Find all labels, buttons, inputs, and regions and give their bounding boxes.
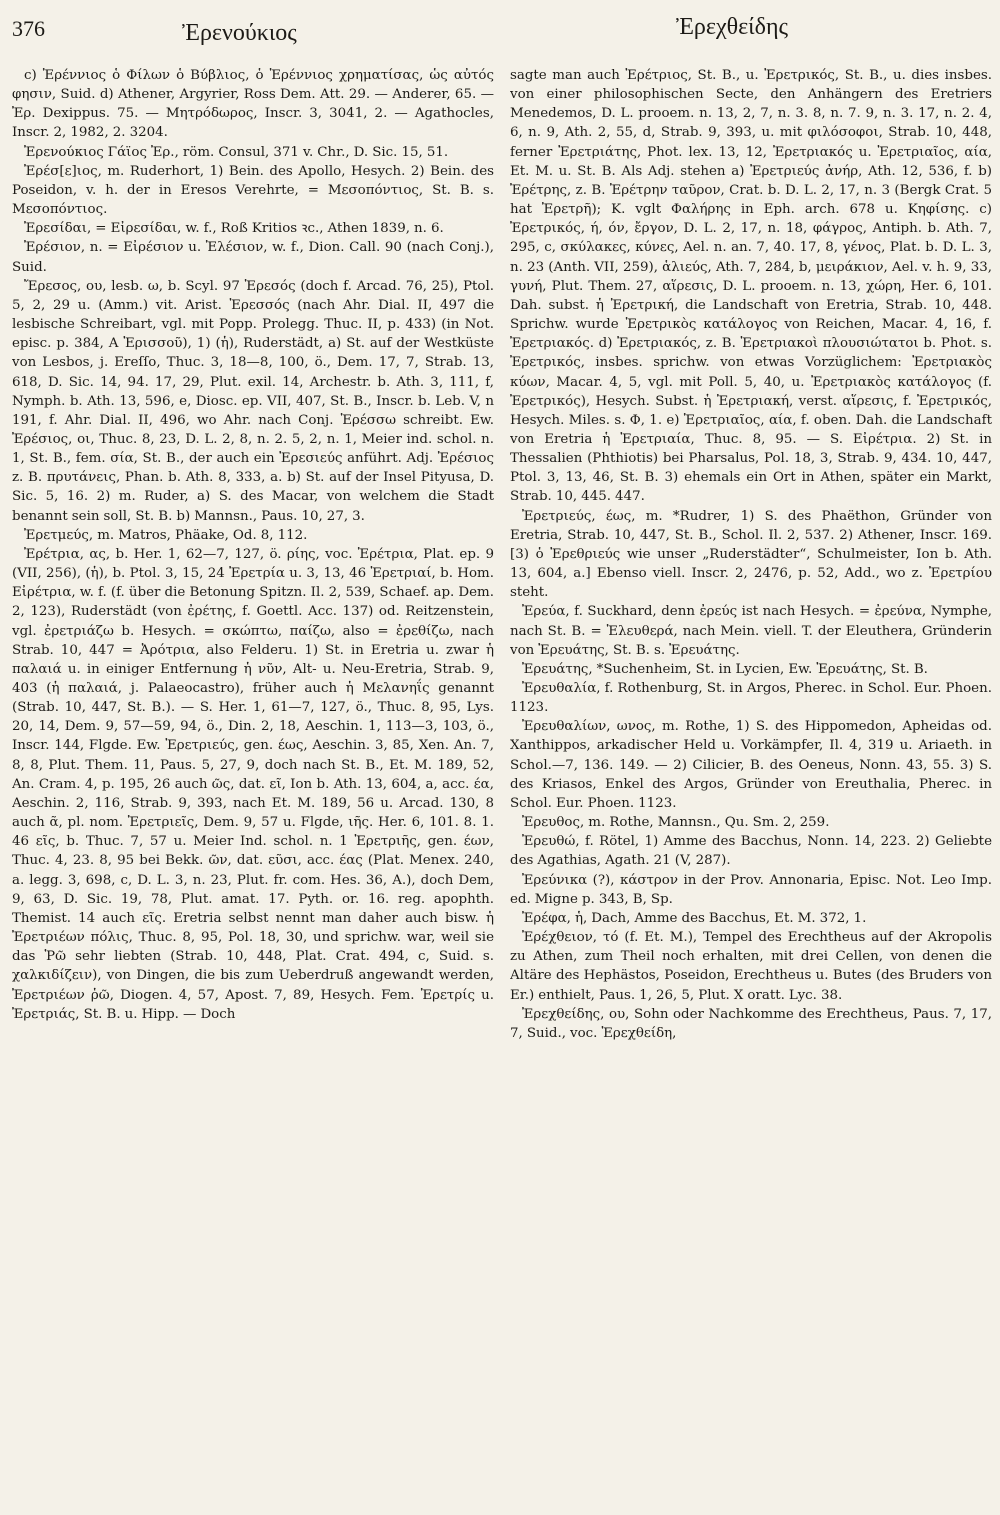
entry <box>510 909 992 928</box>
entry <box>12 526 494 545</box>
entry <box>510 679 992 717</box>
entry <box>12 219 494 238</box>
entry-text: Ἐρέτρια, ας, b. Her. 1, 62—7, 127, ö. ρίης, voc. Ἐρέτρια, Plat. ep. 9 (VII, 256), (ἡ), b. Ptol. 3, 15, 24 Ἐρετρία u. 3, 13, 46 Ἐρετριαί, b. Hom. Εἰρέτρια, w. f. (f. über die Betonung Spitzn. Il. 2, 539, Schaef. ap. Dem. 2, 123), Ruderstädt (von ἐρέτης, f. Goettl. Acc. 137) od. Reitzenstein, vgl. ἐρετριάζω b. Hesych. = σκώπτω, παίζω, also = ἐρεθίζω, nach Strab. 10, 447 = Ἀρότρια, also Felderu. 1) St. in Eretria u. zwar ἡ παλαιά u. in einiger Entfernung ἡ νῦν, Alt- u. Neu-Eretria, Strab. 9, 403 (ἡ παλαιά, j. Palaeocastro), früher auch ἡ Μελανηΐς genannt (Strab. 10, 447, St. B.). — S. Her. 1, 61—7, 127, ö., Thuc. 8, 95, Lys. 20, 14, Dem. 9, 57—59, 94, ö., Din. 2, 18, Aeschin. 1, 113—3, 103, ö., Inscr. 144, Flgde. Ew. Ἐρετριεύς, gen. έως, Aeschin. 3, 85, Xen. An. 7, 8, 8, Plut. Them. 11, Paus. 5, 27, 9, doch nach St. B., Et. M. 189, 52, An. Cram. 4, p. 195, 26 auch ῶς, dat. εῖ, Ion b. Ath. 13, 604, a, acc. έα, Aeschin. 2, 116, Strab. 9, 393, nach Et. M. 189, 56 u. Arcad. 130, 8 auch ᾶ, pl. nom. Ἐρετριεῖς, Dem. 9, 57 u. Flgde, ιῆς. Her. 6, 101. 8. 1. 46 εῖς, b. Thuc. 7, 57 u. Meier Ind. schol. n. 1 Ἐρετριῆς, gen. έων, Thuc. 4, 23. 8, 95 bei Bekk. ῶν, dat. εῦσι, acc. έας (Plat. Menex. 240, a. legg. 3, 698, c, D. L. 3, n. 23, Plut. fr. com. Hes. 36, A.), doch Dem, 9, 63, D. Sic. 19, 78, Plut. amat. 17. Pyth. or. 16. reg. apophth. Themist. 14 auch εῖς. Eretria selbst nennt man daher auch bisw. ἡ Ἐρετριέων πόλις, Thuc. 8, 95, Pol. 18, 30, und sprichw. war, weil sie das Ῥῶ sehr liebten (Strab. 10, 448, Plat. Crat. 494, c, Suid. s. χαλκιδίζειν), von Dingen, die bis zum Ueberdruß angewandt werden, Ἐρετριέων ῥῶ, Diogen. 4, 57, Apost. 7, 89, Hesych. Fem. Ἐρετρίς u. Ἐρετριάς, St. B. u. Hipp. — Doch <box>12 546 494 1022</box>
entry <box>12 238 494 276</box>
entry <box>12 277 494 526</box>
entry <box>510 1005 992 1043</box>
entry-text: Ἐρεύα, f. Suckhard, denn ἐρεύς ist nach Hesych. = ἐρεύνα, Nymphe, nach St. B. = Ἐλευθερά, nach Mein. viell. T. der Eleuthera, Gründerin von Ἐρευάτης, St. B. s. Ἐρευάτης. <box>510 604 992 658</box>
entry-text: Ἐρεσίδαι, = Εἰρεσίδαι, w. f., Roß Kritios ꝛc., Athen 1839, n. 6. <box>24 221 444 237</box>
entry <box>510 717 992 813</box>
entry-text: c) Ἐρέννιος ὁ Φίλων ὁ Βύβλιος, ὁ Ἐρέννιος χρηματίσας, ὡς αὐτός φησιν, Suid. d) Athener, Argyrier, Ross Dem. Att. 29. — Anderer, 65. — Ἐρ. Dexippus. 75. — Μητρόδωρος, Inscr. 3, 3041, 2. — Agathocles, Inscr. 2, 1982, 2. 3204. <box>12 68 494 141</box>
entry <box>510 813 992 832</box>
entry-text: Ἐρέσ[ε]ιος, m. Ruderhort, 1) Bein. des Apollo, Hesych. 2) Bein. des Poseidon, v. h. der in Eresos Verehrte, = Μεσοπόντιος, St. B. s. Μεσοπόντιος. <box>12 163 494 218</box>
right-column <box>510 66 992 1511</box>
entry-text: Ἐρεχθείδης, ου, Sohn oder Nachkomme des Erechtheus, Paus. 7, 17, 7, Suid., voc. Ἐρεχθείδη, <box>510 1006 992 1041</box>
entry-text: Ἐρευάτης, *Suchenheim, St. in Lycien, Ew. Ἐρευάτης, St. B. <box>522 661 928 677</box>
page-number: 376 <box>12 16 45 41</box>
entry-text: Ἔρεσος, ου, lesb. ω, b. Scyl. 97 Ἐρεσός (doch f. Arcad. 76, 25), Ptol. 5, 2, 29 u. (Amm.) vit. Arist. Ἐρεσσός (nach Ahr. Dial. II, 497 die lesbische Schreibart, vgl. mit Popp. Prolegg. Thuc. II, p. 433) (in Not. episc. p. 384, A Ἐρισσοῦ), 1) (ἡ), Ruderstädt, a) St. auf der Westküste von Lesbos, j. Ereſſo, Thuc. 3, 18—8, 100, ö., Dem. 17, 7, Strab. 13, 618, D. Sic. 14, 94. 17, 29, Plut. exil. 14, Archestr. b. Ath. 3, 111, f, Nymph. b. Ath. 13, 596, e, Diosc. ep. VII, 407, St. B., Inscr. b. Leb. V, n 191, f. Ahr. Dial. II, 496, wo Ahr. nach Conj. Ἐρέσσω schreibt. Ew. Ἐρέσιος, οι, Thuc. 8, 23, D. L. 2, 8, n. 2. 5, 2, n. 1, Meier ind. schol. n. 1, St. B., fem. σία, St. B., der auch ein Ἐρεσιεύς anführt. Adj. Ἐρέσιος z. B. πρυτάνεις, Phan. b. Ath. 8, 333, a. b) St. auf der Insel Pityusa, D. Sic. 5, 16. 2) m. Ruder, a) S. des Macar, von welchem die Stadt benannt sein soll, St. B. b) Mannsn., Paus. 10, 27, 3. <box>12 278 494 524</box>
running-head-left: Ἐρενούκιος <box>182 20 297 46</box>
entry-text: Ἐρευθος, m. Rothe, Mannsn., Qu. Sm. 2, 259. <box>522 815 830 831</box>
entry <box>510 602 992 659</box>
entry <box>510 507 992 603</box>
entry-text: sagte man auch Ἐρέτριος, St. B., u. Ἐρετρικός, St. B., u. dies insbes. von einer philosophischen Secte, den Anhängern des Eretriers Menedemos, D. L. prooem. n. 13, 2, 7, n. 3. 8, n. 7. 9, n. 3. 17, n. 2. 4, 6, n. 9, Ath. 2, 55, d, Strab. 9, 393, u. mit φιλόσοφοι, Strab. 10, 448, ferner Ἐρετριάτης, Phot. lex. 13, 12, Ἐρετριακός u. Ἐρετριαῖος, αία, Et. M. u. St. B. Als Adj. stehen a) Ἐρετριεύς ἀνήρ, Ath. 12, 536, f. b) Ἐρέτρης, z. B. Ἐρέτρην ταῦρον, Crat. b. D. L. 2, 17, n. 3 (Bergk Crat. 5 hat Ἐρετρῆ); K. vglt Φαλήρης in Eph. arch. 678 u. Κηφίσης. c) Ἐρετρικός, ή, όν, ἔργον, D. L. 2, 17, n. 18, φάγρος, Antiph. b. Ath. 7, 295, c, σκύλακες, κύνες, Ael. n. an. 7, 40. 17, 8, γένος, Plat. b. D. L. 3, n. 23 (Anth. VII, 259), ἁλιεύς, Ath. 7, 284, b, μειράκιον, Ael. v. h. 9, 33, γυνή, Plut. Them. 27, αἵρεσις, D. L. prooem. n. 13, χώρη, Her. 6, 101. Dah. subst. ἡ Ἐρετρική, die Landschaft von Eretria, Strab. 10, 448. Sprichw. wurde Ἐρετρικὸς κατάλογος von Reichen, Macar. 4, 16, f. Ἐρετριακός. d) Ἐρετριακός, z. B. Ἐρετριακοὶ πλουσιώτατοι b. Phot. s. Ἐρετρικός, insbes. sprichw. von etwas Vorzüglichem: Ἐρετριακὸς κύων, Macar. 4, 5, vgl. mit Poll. 5, 40, u. Ἐρετριακὸς κατάλογος (f. Ἐρετρικός), Hesych. Subst. ἡ Ἐρετριακή, verst. αἵρεσις, f. Ἐρετρικός, Hesych. Miles. s. Φ, 1. e) Ἐρετριαῖος, αία, f. oben. Dah. die Landschaft von Eretria ἡ Ἐρετριαία, Thuc. 8, 95. — S. Εἰρέτρια. 2) St. in Thessalien (Phthiotis) bei Pharsalus, Pol. 18, 3, Strab. 9, 434. 10, 447, Ptol. 3, 13, 46, St. B. 3) ehemals ein Ort in Athen, später ein Markt, Strab. 10, 445. 447. <box>510 68 992 505</box>
entry-text: Ἐρεύνικα (?), κάστρον in der Prov. Annonaria, Episc. Not. Leo Imp. ed. Migne p. 343, B, Sp. <box>510 872 992 907</box>
entry <box>510 66 992 507</box>
entry-text: Ἐρευθώ, f. Rötel, 1) Amme des Bacchus, Nonn. 14, 223. 2) Geliebte des Agathias, Agath. 21 (V, 287). <box>510 834 992 869</box>
entry-text: Ἐρενούκιος Γάϊος Ἐρ., röm. Consul, 371 v. Chr., D. Sic. 15, 51. <box>24 144 449 160</box>
entry-text: Ἐρετριεύς, έως, m. *Rudrer, 1) S. des Phaëthon, Gründer von Eretria, Strab. 10, 447, St. B., Schol. Il. 2, 537. 2) Athener, Inscr. 169. [3) ὁ Ἐρεθριεύς wie unser „Ruderstädter“, Schulmeister, Ion b. Ath. 13, 604, a.] Ebenso viell. Inscr. 2, 2476, p. 52, Add., wo z. Ἐρετρίου steht. <box>510 508 992 601</box>
entry-text: Ἐρέσιον, n. = Εἰρέσιον u. Ἐλέσιον, w. f., Dion. Call. 90 (nach Conj.), Suid. <box>12 240 494 275</box>
entry-text: Ἐρευθαλία, f. Rothenburg, St. in Argos, Pherec. in Schol. Eur. Phoen. 1123. <box>510 681 992 716</box>
running-head-right: Ἐρεχθείδης <box>675 14 788 40</box>
left-column <box>12 66 494 1511</box>
entry-text: Ἐρέχθειον, τό (f. Et. M.), Tempel des Erechtheus auf der Akropolis zu Athen, zum Theil noch erhalten, mit drei Cellen, von denen die Altäre des Hephästos, Poseidon, Erechtheus u. Butes (des Bruders von Er.) enthielt, Paus. 1, 26, 5, Plut. X oratt. Lyc. 38. <box>510 930 992 1003</box>
entry <box>12 545 494 1024</box>
entry-text: Ἐρετμεύς, m. Matros, Phäake, Od. 8, 112. <box>24 527 308 543</box>
entry <box>12 143 494 162</box>
entry <box>510 928 992 1005</box>
entry <box>510 871 992 909</box>
entry <box>12 162 494 219</box>
entry-text: Ἐρευθαλίων, ωνος, m. Rothe, 1) S. des Hippomedon, Apheidas od. Xanthippos, arkadischer Held u. Vorkämpfer, Il. 4, 319 u. Ariaeth. in Schol.—7, 136. 149. — 2) Cilicier, B. des Oeneus, Nonn. 43, 55. 3) S. des Kriasos, Enkel des Argos, Gründer von Ereuthalia, Pherec. in Schol. Eur. Phoen. 1123. <box>510 719 992 811</box>
entry-text: Ἐρέφα, ἡ, Dach, Amme des Bacchus, Et. M. 372, 1. <box>522 910 867 926</box>
entry <box>510 660 992 679</box>
entry <box>12 66 494 143</box>
entry <box>510 832 992 870</box>
